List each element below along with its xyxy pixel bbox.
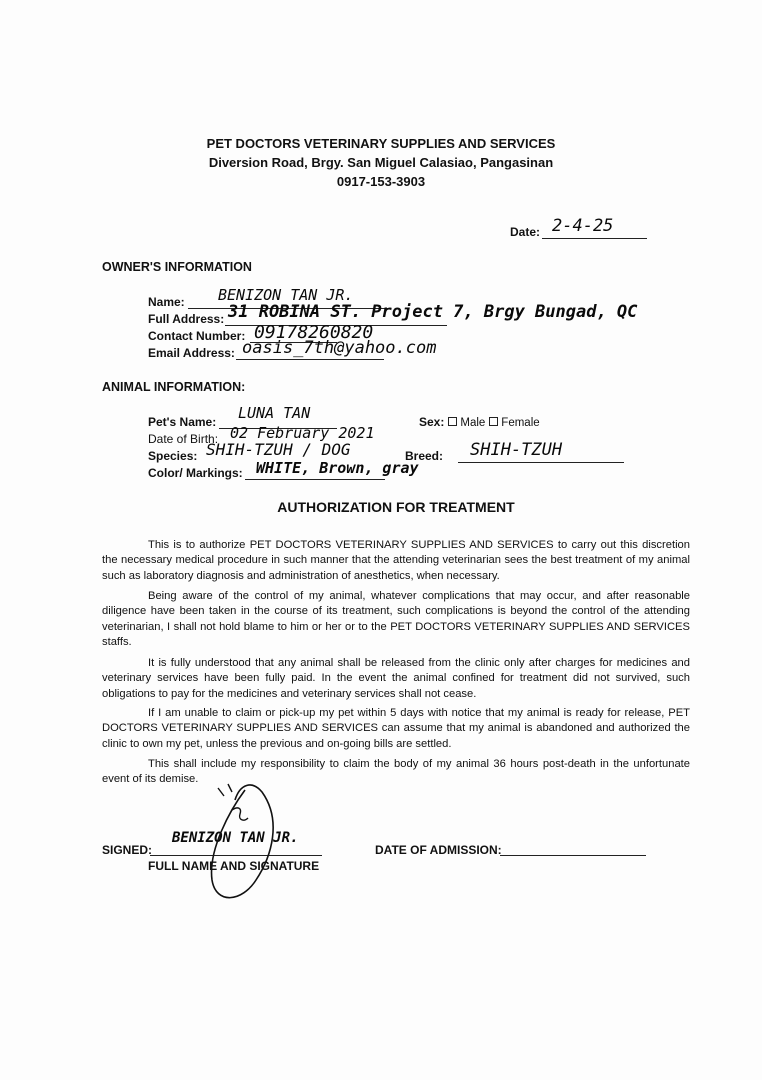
company-address: Diversion Road, Brgy. San Miguel Calasiao, Pangasinan <box>208 155 554 170</box>
owner-name-label: Name: <box>148 295 185 309</box>
dob-label: Date of Birth: <box>148 432 219 446</box>
owner-email-line <box>236 359 384 360</box>
date-label: Date: <box>510 225 541 239</box>
sex-male-checkbox[interactable] <box>448 417 457 426</box>
dob-value[interactable]: 02 February 2021 <box>230 424 375 442</box>
pet-name-value[interactable]: LUNA TAN <box>238 404 311 422</box>
breed-line <box>458 462 624 463</box>
owner-email-value[interactable]: oasis_7th@yahoo.com <box>242 338 437 358</box>
species-value[interactable]: SHIH-TZUH / DOG <box>206 440 351 459</box>
color-line <box>245 479 385 480</box>
company-name: PET DOCTORS VETERINARY SUPPLIES AND SERVICES <box>206 136 556 151</box>
breed-value[interactable]: SHIH-TZUH <box>470 440 563 460</box>
authorization-paragraph-2: Being aware of the control of my animal, whatever complications that may occur, and after reasonable diligence have been taken in the course of its treatment, such complications is beyond the control of the attending veterinarian, I shall not hold blame to him or her or to the PET DOCTORS VETERINARY SUPPLIES AND SERVICES staffs. <box>102 590 690 648</box>
pet-name-label: Pet's Name: <box>148 415 217 429</box>
company-phone: 0917-153-3903 <box>336 174 426 189</box>
sex-label: Sex: <box>419 415 445 429</box>
owner-section-heading: OWNER'S INFORMATION <box>102 260 252 274</box>
sex-female-label: Female <box>501 417 540 429</box>
date-value[interactable]: 2-4-25 <box>552 216 614 236</box>
signature-scribble <box>190 770 330 910</box>
color-label: Color/ Markings: <box>148 466 243 480</box>
signed-value[interactable]: BENIZON TAN JR. <box>172 830 299 846</box>
owner-contact-value[interactable]: 09178260820 <box>254 322 374 343</box>
sex-male-label: Male <box>460 417 486 429</box>
signature-caption: FULL NAME AND SIGNATURE <box>148 859 320 873</box>
authorization-paragraph-4: If I am unable to claim or pick-up my pet within 5 days with notice that my animal is ready for release, PET DOCTORS VETERINARY SUPPLIES AND SERVICES can assume that my animal is abandoned and authorized the clinic to own my pet, unless the previous and on-going bills are settled. <box>102 707 690 750</box>
owner-address-value[interactable]: 31 ROBINA ST. Project 7, Brgy Bungad, QC <box>228 302 638 322</box>
signed-label: SIGNED: <box>102 843 153 857</box>
sex-field <box>419 415 540 429</box>
authorization-paragraph-5: This shall include my responsibility to claim the body of my animal 36 hours post-death in the unfortunate event of its demise. <box>102 758 690 786</box>
authorization-title: AUTHORIZATION FOR TREATMENT <box>277 499 515 515</box>
sex-female-checkbox[interactable] <box>489 417 498 426</box>
admission-label: DATE OF ADMISSION: <box>375 843 502 857</box>
date-line <box>542 238 647 239</box>
owner-name-value[interactable]: BENIZON TAN JR. <box>218 286 354 304</box>
admission-line <box>500 855 646 856</box>
breed-label: Breed: <box>405 449 444 463</box>
owner-address-label: Full Address: <box>148 312 225 326</box>
owner-email-label: Email Address: <box>148 346 235 360</box>
owner-contact-label: Contact Number: <box>148 329 246 343</box>
authorization-paragraph-1: This is to authorize PET DOCTORS VETERINARY SUPPLIES AND SERVICES to carry out this discretion the necessary medical procedure in such manner that the attending veterinarian sees the best treatment of my animal such as laboratory diagnosis and administration of anesthetics, when necessary. <box>102 539 690 582</box>
authorization-paragraph-3: It is fully understood that any animal shall be released from the clinic only after charges for medicines and veterinary services have been fully paid. In the event the animal confined for treatment did not survived, such obligations to pay for the medicines and veterinary services shall not cease. <box>102 657 690 700</box>
species-label: Species: <box>148 449 198 463</box>
animal-section-heading: ANIMAL INFORMATION: <box>102 380 246 394</box>
color-value[interactable]: WHITE, Brown, gray <box>256 459 419 477</box>
